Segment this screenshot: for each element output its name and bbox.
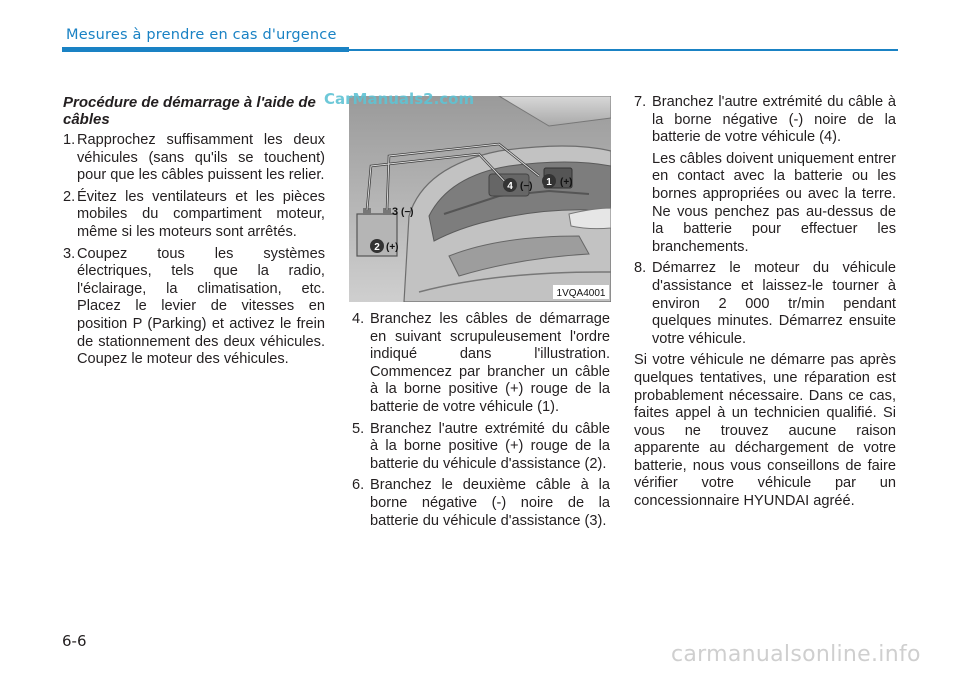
- page-number: 6-6: [62, 632, 87, 650]
- step-text: Rapprochez suffisamment les deux véhicules (sans qu'ils se touchent) pour que les câbles puissent les relier.: [77, 132, 325, 184]
- step-number: 2.: [63, 188, 76, 205]
- step-number: 3.: [63, 245, 76, 262]
- procedure-title: Procédure de démarrage à l'aide de câbles: [63, 94, 316, 128]
- step-3: [63, 246, 325, 369]
- step-number: 7.: [634, 94, 647, 110]
- step-text: Évitez les ventilateurs et les pièces mobiles du compartiment moteur, même si les moteurs sont arrêtés.: [77, 188, 325, 240]
- step-text: Branchez l'autre extrémité du câble à la borne négative (-) noire de la batterie de votre véhicule (4).: [652, 94, 896, 146]
- svg-text:1: 1: [546, 177, 552, 188]
- svg-text:(−): (−): [401, 207, 414, 218]
- header-rule-thick: [62, 47, 349, 52]
- step-number: 5.: [352, 420, 365, 437]
- step-text: Branchez le deuxième câble à la borne négative (-) noire de la batterie du véhicule d'assistance (3).: [370, 477, 610, 529]
- step-1: [63, 132, 325, 185]
- step-text: Branchez l'autre extrémité du câble à la borne positive (+) rouge de la batterie du véhicule d'assistance (2).: [370, 420, 610, 472]
- svg-text:(+): (+): [560, 177, 573, 188]
- column-right: [634, 94, 896, 511]
- column-middle: [352, 311, 610, 534]
- svg-text:2: 2: [374, 242, 380, 253]
- step-number: 8.: [634, 260, 647, 277]
- step-7-note: Les câbles doivent uniquement entrer en contact avec la batterie ou les bornes appropriées ou avec la terre. Ne vous penchez pas au-dessus de la batterie pour effectuer les branchements.: [652, 150, 896, 255]
- step-text: Branchez les câbles de démarrage en suivant scrupuleusement l'ordre indiqué dans l'illustration. Commencez par brancher un câble à la borne positive (+) rouge de la batterie de votre véhicule (1).: [370, 311, 610, 415]
- carmanuals-watermark: CarManuals2.com: [324, 90, 475, 108]
- callout-3: [392, 206, 414, 218]
- step-text: Coupez tous les systèmes électriques, tels que la radio, l'éclairage, la climatisation, etc. Placez le levier de vitesses en position P (Parking) et activez le frein de stationnement des deux véhicules. Coupez le moteur des véhicules.: [77, 245, 325, 368]
- svg-text:(−): (−): [520, 181, 533, 192]
- step-number: 1.: [63, 132, 76, 148]
- step-text: Démarrez le moteur du véhicule d'assistance et laissez-le tourner à environ 2 000 tr/min pendant quelques minutes. Démarrez ensuite votre véhicule.: [652, 260, 896, 347]
- footer-watermark: carmanualsonline.info: [671, 642, 921, 667]
- step-8: [634, 260, 896, 348]
- svg-text:4: 4: [507, 181, 513, 192]
- step-5: [352, 421, 610, 474]
- svg-text:3: 3: [392, 206, 399, 218]
- column-left: [63, 94, 325, 373]
- section-header-title: Mesures à prendre en cas d'urgence: [66, 27, 337, 43]
- header-rule-thin: [349, 49, 898, 51]
- illustration-code: 1VQA4001: [556, 288, 606, 299]
- closing-paragraph: Si votre véhicule ne démarre pas après quelques tentatives, une réparation est probablement nécessaire. Dans ce cas, faites appel à un technicien qualifié. Si vous ne trouvez aucune raison apparente au déchargement de votre batterie, nous vous conseillons de faire vérifier votre véhicule par un concessionnaire HYUNDAI agréé.: [634, 352, 896, 510]
- step-number: 4.: [352, 311, 365, 327]
- svg-text:(+): (+): [386, 242, 399, 253]
- step-6: [352, 477, 610, 530]
- step-2: [63, 189, 325, 242]
- step-number: 6.: [352, 477, 365, 494]
- jump-start-illustration: [349, 96, 611, 302]
- step-4: [352, 311, 610, 417]
- step-7: [634, 94, 896, 147]
